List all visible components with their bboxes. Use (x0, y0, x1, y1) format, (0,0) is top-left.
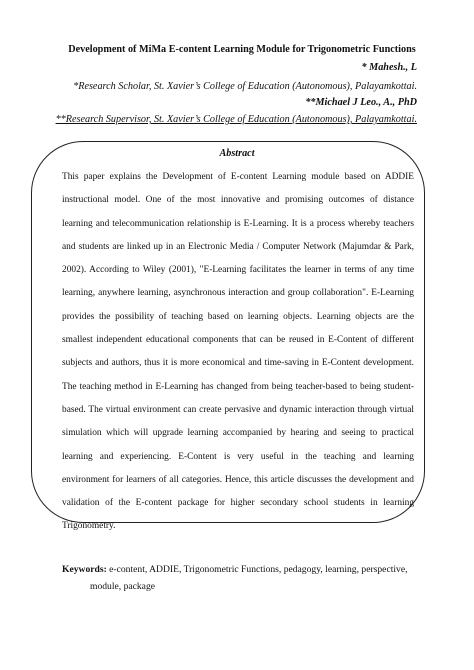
keywords-section (62, 561, 414, 595)
abstract-line: The teaching method in E-Learning has changed from being teacher-based to being student- (62, 381, 414, 392)
author-primary: * Mahesh., L (361, 62, 417, 73)
abstract-body (62, 166, 414, 539)
abstract-line: smallest independent educational components that can be reused in E-Content of different (62, 335, 414, 346)
author-supervisor: **Michael J Leo., A., PhD (305, 97, 417, 108)
abstract-heading: Abstract (219, 148, 255, 159)
affiliation-primary: *Research Scholar, St. Xavier’s College of Education (Autonomous), Palayamkottai. (73, 81, 417, 92)
abstract-line: This paper explains the Development of E-content Learning module based on ADDIE (62, 172, 414, 182)
keywords-list-continued: module, package (90, 581, 155, 592)
abstract-line: learning, anywhere learning, asynchronous interaction and group collaboration". E-Learning (62, 288, 414, 299)
paper-title: Development of MiMa E-content Learning Module for Trigonometric Functions (68, 44, 416, 55)
affiliation-supervisor: **Research Supervisor, St. Xavier’s College of Education (Autonomous), Palayamkottai. (55, 114, 417, 125)
abstract-line: provides the possibility of teaching based on learning objects. Learning objects are the (62, 311, 414, 322)
abstract-line: learning and telecommunication relationship is E-Learning. It is a process whereby teachers (62, 218, 414, 229)
abstract-line: validation of the E-content package for higher secondary school students in learning (62, 498, 414, 509)
abstract-line: subjects and authors, thus it is more economical and time-saving in E-Content development. (62, 358, 414, 369)
keywords-label: Keywords: (62, 564, 107, 575)
abstract-line: instructional model. One of the most innovative and promising outcomes of distance (62, 195, 414, 206)
abstract-line: Trigonometry. (62, 521, 116, 532)
abstract-line: and students are linked up in an Electronic Media / Computer Network (Majumdar & Park, (62, 241, 414, 252)
abstract-line: learning and experiencing. E-Content is very useful in the teaching and learning (62, 451, 414, 462)
abstract-line: simulation which will upgrade learning accompanied by hearing and seeing to practical (62, 428, 414, 439)
abstract-line: based. The virtual environment can create pervasive and dynamic interaction through virtual (62, 404, 414, 415)
keywords-list: e-content, ADDIE, Trigonometric Functions, pedagogy, learning, perspective, (106, 564, 408, 575)
abstract-line: 2002). According to Wiley (2001), "E-Learning facilitates the learner in terms of any time (62, 265, 414, 276)
abstract-line: environment for learners of all categories. Hence, this article discusses the development and (62, 474, 414, 485)
